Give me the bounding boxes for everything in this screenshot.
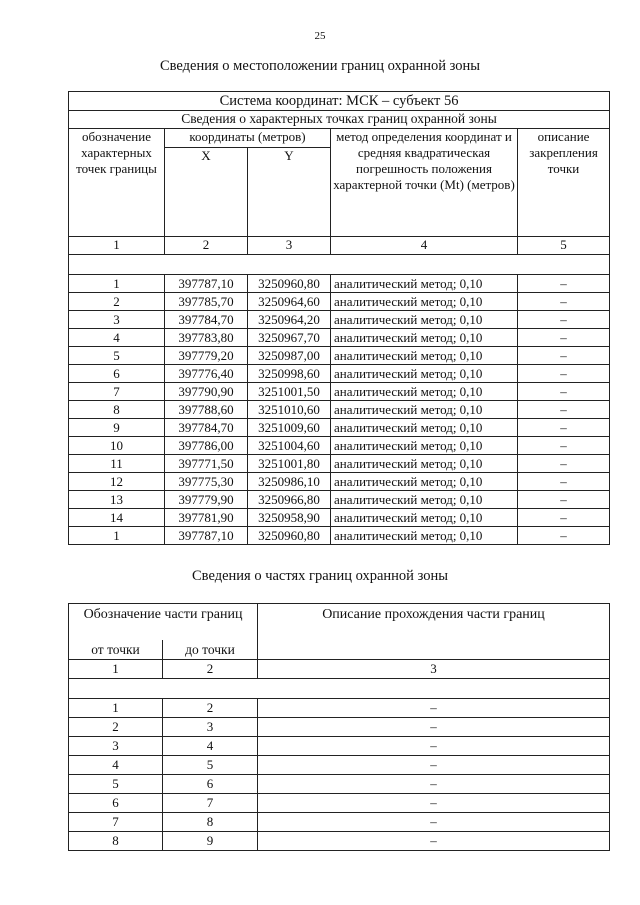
boundary-points-table	[68, 91, 610, 545]
boundary-parts-table	[68, 603, 610, 851]
part-description: –	[258, 737, 610, 756]
x-coordinate: 397781,90	[165, 509, 248, 527]
method: аналитический метод; 0,10	[331, 311, 518, 329]
y-coordinate: 3250987,00	[248, 347, 331, 365]
column-number: 5	[518, 237, 610, 255]
from-point: 6	[69, 794, 163, 813]
fixing-description: –	[518, 455, 610, 473]
table-row	[69, 347, 610, 365]
fixing-description: –	[518, 509, 610, 527]
table-row	[69, 329, 610, 347]
column-number: 1	[69, 237, 165, 255]
header-y: Y	[248, 148, 331, 237]
part-description: –	[258, 813, 610, 832]
method: аналитический метод; 0,10	[331, 437, 518, 455]
x-coordinate: 397771,50	[165, 455, 248, 473]
y-coordinate: 3251009,60	[248, 419, 331, 437]
point-id: 11	[69, 455, 165, 473]
header-description: описание закрепления точки	[518, 129, 610, 237]
part-description: –	[258, 794, 610, 813]
to-point: 2	[163, 699, 258, 718]
point-id: 6	[69, 365, 165, 383]
table-row	[69, 527, 610, 545]
y-coordinate: 3251004,60	[248, 437, 331, 455]
table-row	[69, 383, 610, 401]
x-coordinate: 397787,10	[165, 275, 248, 293]
x-coordinate: 397784,70	[165, 311, 248, 329]
to-point: 8	[163, 813, 258, 832]
y-coordinate: 3251001,80	[248, 455, 331, 473]
from-point: 5	[69, 775, 163, 794]
x-coordinate: 397787,10	[165, 527, 248, 545]
column-number: 4	[331, 237, 518, 255]
method: аналитический метод; 0,10	[331, 365, 518, 383]
table-row	[69, 491, 610, 509]
header-from: от точки	[69, 640, 163, 660]
y-coordinate: 3251001,50	[248, 383, 331, 401]
column-number: 2	[163, 660, 258, 679]
to-point: 9	[163, 832, 258, 851]
from-point: 2	[69, 718, 163, 737]
x-coordinate: 397786,00	[165, 437, 248, 455]
y-coordinate: 3250966,80	[248, 491, 331, 509]
x-coordinate: 397790,90	[165, 383, 248, 401]
point-id: 10	[69, 437, 165, 455]
table1-subtitle: Сведения о характерных точках границ охранной зоны	[69, 111, 610, 129]
method: аналитический метод; 0,10	[331, 347, 518, 365]
fixing-description: –	[518, 437, 610, 455]
table-row	[69, 756, 610, 775]
to-point: 3	[163, 718, 258, 737]
x-coordinate: 397779,20	[165, 347, 248, 365]
table-row	[69, 794, 610, 813]
table-row	[69, 275, 610, 293]
from-point: 7	[69, 813, 163, 832]
method: аналитический метод; 0,10	[331, 509, 518, 527]
method: аналитический метод; 0,10	[331, 455, 518, 473]
fixing-description: –	[518, 401, 610, 419]
part-description: –	[258, 832, 610, 851]
method: аналитический метод; 0,10	[331, 419, 518, 437]
table-row	[69, 455, 610, 473]
y-coordinate: 3250967,70	[248, 329, 331, 347]
point-id: 1	[69, 527, 165, 545]
point-id: 1	[69, 275, 165, 293]
point-id: 5	[69, 347, 165, 365]
method: аналитический метод; 0,10	[331, 275, 518, 293]
page-number: 25	[314, 30, 326, 42]
table-row	[69, 813, 610, 832]
method: аналитический метод; 0,10	[331, 527, 518, 545]
table-row	[69, 509, 610, 527]
fixing-description: –	[518, 527, 610, 545]
part-description: –	[258, 775, 610, 794]
method: аналитический метод; 0,10	[331, 473, 518, 491]
fixing-description: –	[518, 275, 610, 293]
header-method: метод определения координат и средняя квадратическая погрешность положения характерной точки (Mt) (метров)	[331, 129, 518, 237]
method: аналитический метод; 0,10	[331, 383, 518, 401]
header-coords: координаты (метров)	[165, 129, 331, 148]
column-number: 2	[165, 237, 248, 255]
fixing-description: –	[518, 383, 610, 401]
point-id: 9	[69, 419, 165, 437]
from-point: 4	[69, 756, 163, 775]
table-row	[69, 473, 610, 491]
table-row	[69, 401, 610, 419]
section-title-location: Сведения о местоположении границ охранной зоны	[159, 58, 480, 74]
x-coordinate: 397776,40	[165, 365, 248, 383]
from-point: 1	[69, 699, 163, 718]
header-x: X	[165, 148, 248, 237]
y-coordinate: 3250998,60	[248, 365, 331, 383]
column-number: 1	[69, 660, 163, 679]
point-id: 8	[69, 401, 165, 419]
y-coordinate: 3251010,60	[248, 401, 331, 419]
x-coordinate: 397779,90	[165, 491, 248, 509]
fixing-description: –	[518, 293, 610, 311]
blank-row	[69, 679, 610, 699]
part-description: –	[258, 718, 610, 737]
table-row	[69, 419, 610, 437]
point-id: 4	[69, 329, 165, 347]
header-part: Обозначение части границ	[69, 604, 258, 641]
method: аналитический метод; 0,10	[331, 491, 518, 509]
x-coordinate: 397784,70	[165, 419, 248, 437]
blank-row	[69, 255, 610, 275]
y-coordinate: 3250964,60	[248, 293, 331, 311]
point-id: 12	[69, 473, 165, 491]
column-number: 3	[248, 237, 331, 255]
table-row	[69, 775, 610, 794]
part-description: –	[258, 756, 610, 775]
x-coordinate: 397775,30	[165, 473, 248, 491]
to-point: 7	[163, 794, 258, 813]
point-id: 14	[69, 509, 165, 527]
fixing-description: –	[518, 365, 610, 383]
section-title-parts: Сведения о частях границ охранной зоны	[192, 568, 448, 584]
fixing-description: –	[518, 311, 610, 329]
column-number: 3	[258, 660, 610, 679]
fixing-description: –	[518, 419, 610, 437]
method: аналитический метод; 0,10	[331, 329, 518, 347]
table-row	[69, 293, 610, 311]
table-row	[69, 718, 610, 737]
fixing-description: –	[518, 473, 610, 491]
table-row	[69, 699, 610, 718]
y-coordinate: 3250958,90	[248, 509, 331, 527]
point-id: 3	[69, 311, 165, 329]
y-coordinate: 3250960,80	[248, 275, 331, 293]
point-id: 13	[69, 491, 165, 509]
x-coordinate: 397785,70	[165, 293, 248, 311]
method: аналитический метод; 0,10	[331, 401, 518, 419]
coordinate-system: Система координат: МСК – субъект 56	[69, 92, 610, 111]
table-row	[69, 365, 610, 383]
fixing-description: –	[518, 491, 610, 509]
table-row	[69, 437, 610, 455]
table-row	[69, 737, 610, 756]
fixing-description: –	[518, 329, 610, 347]
y-coordinate: 3250964,20	[248, 311, 331, 329]
to-point: 4	[163, 737, 258, 756]
from-point: 8	[69, 832, 163, 851]
x-coordinate: 397788,60	[165, 401, 248, 419]
table-row	[69, 832, 610, 851]
table-row	[69, 311, 610, 329]
to-point: 5	[163, 756, 258, 775]
x-coordinate: 397783,80	[165, 329, 248, 347]
y-coordinate: 3250986,10	[248, 473, 331, 491]
from-point: 3	[69, 737, 163, 756]
header-to: до точки	[163, 640, 258, 660]
point-id: 2	[69, 293, 165, 311]
point-id: 7	[69, 383, 165, 401]
to-point: 6	[163, 775, 258, 794]
method: аналитический метод; 0,10	[331, 293, 518, 311]
y-coordinate: 3250960,80	[248, 527, 331, 545]
fixing-description: –	[518, 347, 610, 365]
header-part-description: Описание прохождения части границ	[258, 604, 610, 660]
part-description: –	[258, 699, 610, 718]
header-point: обозначение характерных точек границы	[69, 129, 165, 237]
